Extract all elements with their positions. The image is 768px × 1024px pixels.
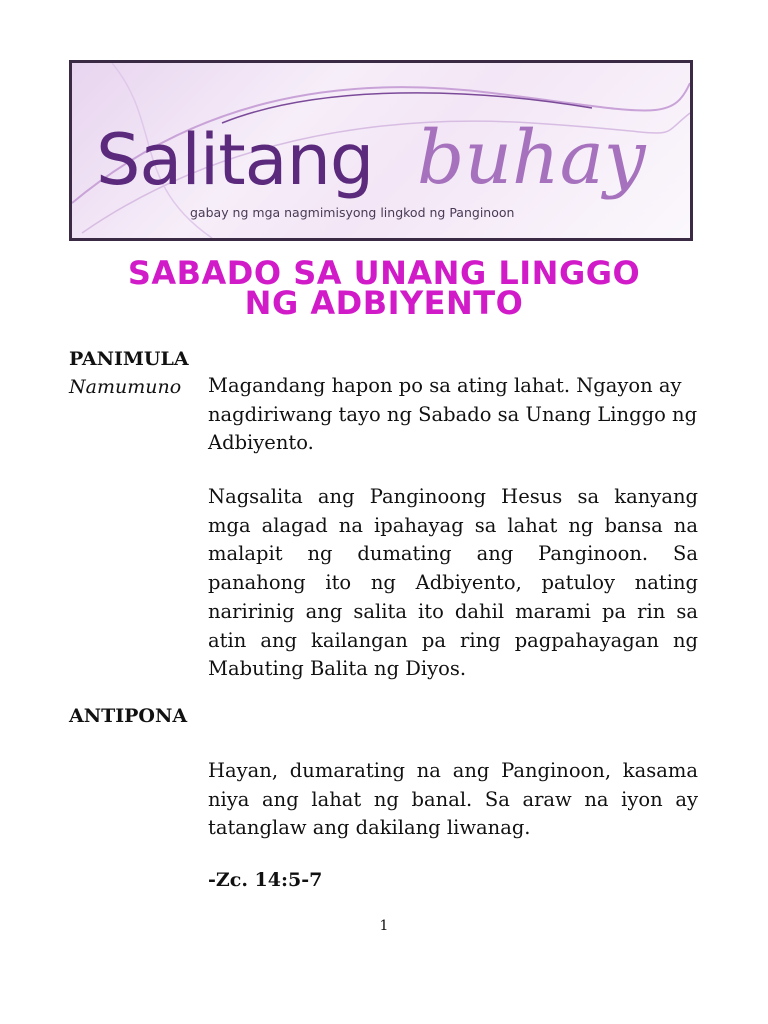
page-number: 1 xyxy=(379,918,389,934)
antipona-text: Hayan, dumarating na ang Panginoon, kasama niya ang lahat ng banal. Sa araw na iyon ay tatanglaw ang dakilang liwanag. xyxy=(208,759,698,840)
panimula-paragraph-2: Nagsalita ang Panginoong Hesus sa kanyang mga alagad na ipahayag sa lahat ng bansa na malapit ng dumating ang Panginoon. Sa panahong ito ng Adbiyento, patuloy nating naririnig ang salita ito dahil marami pa rin sa atin ang kailangan pa ring pagpahayagan ng Mabuting Balita ng Diyos. xyxy=(208,485,698,681)
logo-banner xyxy=(69,60,693,241)
panimula-heading: PANIMULA xyxy=(69,348,189,370)
panimula-paragraph-1: Magandang hapon po sa ating lahat. Ngayon ay nagdiriwang tayo ng Sabado sa Unang Linggo ng Adbiyento. xyxy=(208,374,698,455)
title-line-1: SABADO SA UNANG LINGGO xyxy=(127,254,641,292)
logo-salitang: Salitang xyxy=(96,119,374,201)
antipona-heading: ANTIPONA xyxy=(69,705,188,727)
antipona-reference: -Zc. 14:5-7 xyxy=(208,869,323,891)
speaker-label: Namumuno xyxy=(69,376,182,398)
page-title xyxy=(0,254,768,322)
title-line-2: NG ADBIYENTO xyxy=(244,284,524,322)
logo-tagline: gabay ng mga nagmimisyong lingkod ng Panginoon xyxy=(190,205,515,220)
logo-buhay: buhay xyxy=(417,115,646,201)
